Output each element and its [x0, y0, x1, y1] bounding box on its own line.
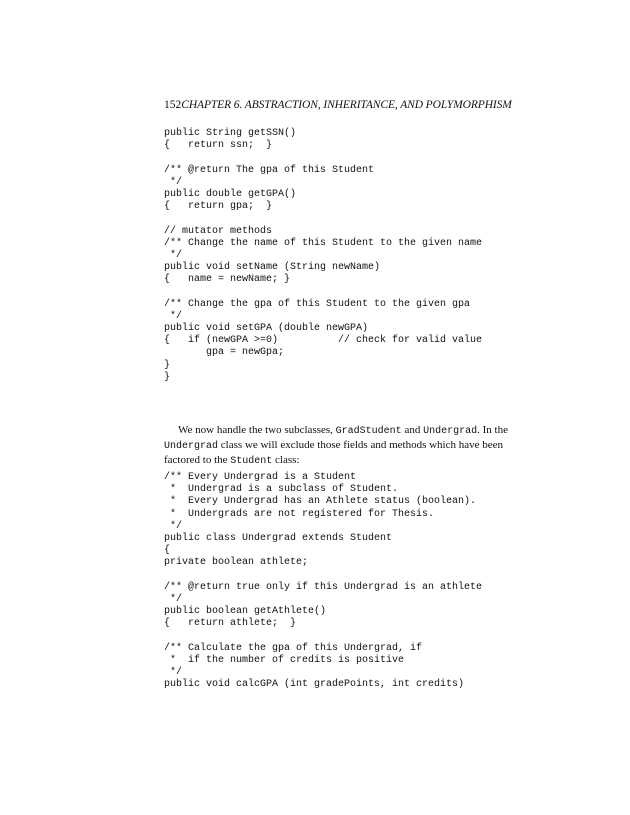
code-line: public class Undergrad extends Student [164, 532, 393, 544]
code-line: { if (newGPA >=0) // check for valid value [164, 335, 483, 347]
code-line: public void setName (String newName) [164, 262, 381, 274]
code-line: * Undergrad is a subclass of Student. [164, 484, 399, 496]
code-block-student-methods [164, 128, 482, 384]
paragraph-line: We now handle the two subclasses, GradStudent and Undergrad. In the [178, 424, 508, 437]
code-line: * Every Undergrad has an Athlete status (boolean). [164, 496, 477, 508]
page-number: 152 [164, 99, 182, 111]
inline-code-gradstudent: GradStudent [335, 426, 402, 437]
code-line: private boolean athlete; [164, 557, 309, 569]
chapter-title: CHAPTER 6. ABSTRACTION, INHERITANCE, AND POLYMORPHISM [181, 99, 512, 111]
code-line: { [164, 545, 171, 557]
running-header [164, 98, 544, 112]
code-line: */ [164, 249, 183, 261]
code-line: /** Change the name of this Student to the given name [164, 237, 483, 249]
body-paragraph [164, 424, 520, 468]
code-line: /** @return The gpa of this Student [164, 164, 375, 176]
code-line: * if the number of credits is positive [164, 654, 405, 666]
code-line [164, 213, 482, 225]
code-line: public void calcGPA (int gradePoints, int credits) [164, 679, 465, 691]
code-line: /** Calculate the gpa of this Undergrad, if [164, 642, 423, 654]
code-line [164, 570, 482, 582]
code-line: public void setGPA (double newGPA) [164, 323, 369, 334]
code-line: public boolean getAthlete() [164, 606, 327, 618]
inline-code-student: Student [230, 455, 273, 467]
code-line: // mutator methods [164, 225, 273, 237]
code-line: } [164, 359, 171, 371]
code-line: */ [164, 310, 183, 322]
code-line [164, 630, 482, 642]
paragraph-line: Undergrad class we will exclude those fields and methods which have been [164, 438, 504, 452]
code-line [164, 152, 482, 164]
code-line: { return athlete; } [164, 618, 297, 630]
code-line: gpa = newGpa; [164, 347, 285, 359]
code-line: /** Every Undergrad is a Student [164, 472, 357, 483]
code-line: * Undergrads are not registered for Thesis. [164, 508, 435, 520]
code-line: */ [164, 593, 183, 605]
code-line: { name = newName; } [164, 274, 291, 286]
paragraph-line: factored to the Student class: [164, 453, 300, 467]
code-line: public double getGPA() [164, 188, 297, 200]
code-line [164, 286, 482, 298]
code-line: } [164, 371, 171, 383]
code-line: */ [164, 667, 183, 678]
inline-code-undergrad: Undergrad [423, 426, 478, 437]
code-line: { return gpa; } [164, 201, 273, 213]
code-line: { return ssn; } [164, 140, 273, 152]
code-line: /** @return true only if this Undergrad is an athlete [164, 581, 483, 593]
code-line: /** Change the gpa of this Student to the given gpa [164, 298, 471, 310]
inline-code-undergrad: Undergrad [164, 440, 219, 452]
code-line: */ [164, 520, 183, 532]
code-line: */ [164, 176, 183, 188]
code-line: public String getSSN() [164, 128, 297, 139]
code-block-undergrad-class [164, 472, 482, 691]
